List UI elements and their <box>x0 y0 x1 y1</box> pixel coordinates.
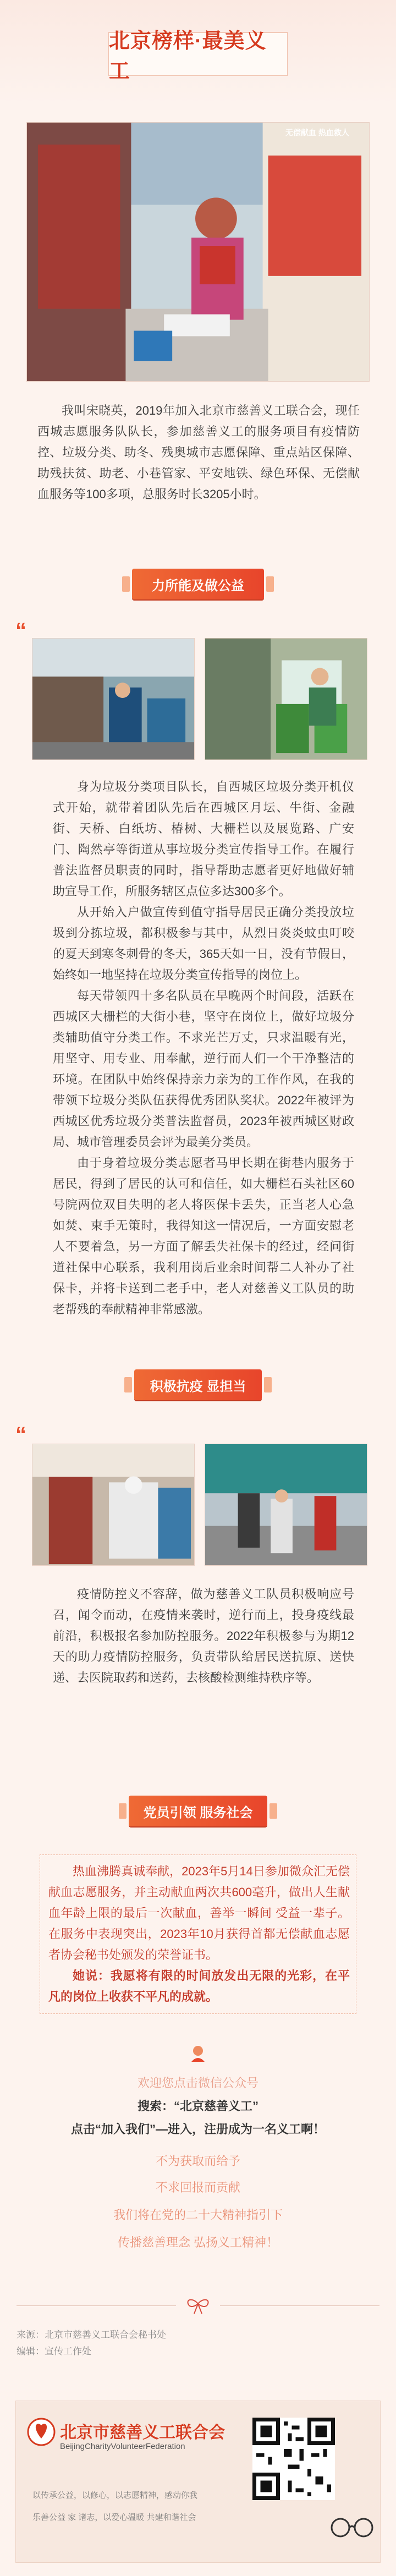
intro-text: 我叫宋晓英，2019年加入北京市慈善义工联合会，现任西城志愿服务队队长，参加慈善义工的服务项目有疫情防控、垃圾分类、助冬、残奥城市志愿保障、重点站区保障、助残扶贫、助老、小巷管家、平安地铁、绿色环保、无偿献血服务等100多项，总服务时长3205小时。 <box>37 404 360 501</box>
org-logo-icon <box>27 2418 56 2446</box>
section-banner-2: 积极抗疫 显担当 <box>134 1369 262 1400</box>
section1-text <box>53 777 354 1320</box>
cta-line-3: 点击“加入我们”—进入，注册成为一名义工啊！ <box>70 2122 325 2136</box>
cta-line-2: 搜索：“北京慈善义工” <box>137 2099 258 2113</box>
org-name-en: BeijingCharityVolunteerFederation <box>60 2442 185 2451</box>
section-banner-1: 力所能及做公益 <box>132 569 264 599</box>
intro-paragraph <box>37 400 360 505</box>
section1-paragraph: 身为垃圾分类项目队长，自西城区垃圾分类开机仪式开始，就带着团队先后在西城区月坛、牛街、金融街、天桥、白纸坊、椿树、大栅栏以及展览路、广安门、陶然亭等街道从事垃圾分类宣传指导工作。在履行普法监督员职责的同时，指导帮助志愿者更好地做好辅助宣导工作，所服务辖区点位多达300多个。 <box>53 780 354 898</box>
cta-line-7: 传播慈善理念 弘扬义工精神！ <box>117 2236 279 2249</box>
glasses-icon <box>324 2508 379 2541</box>
photo-banner-text: 无偿献血 热血救人 <box>285 128 349 137</box>
logo-card <box>15 2401 381 2563</box>
footer-editor: 编辑：宣传工作处 <box>16 2346 91 2357</box>
cta-line-5: 不求回报而贡献 <box>155 2181 240 2194</box>
ribbon-icon <box>184 2296 212 2315</box>
cta-line-4: 不为获取而给予 <box>155 2154 240 2168</box>
section2-photo-right <box>205 1444 367 1566</box>
cta-line-1: 欢迎您点击微信公众号 <box>137 2076 258 2090</box>
quote-mark-icon: “ <box>15 1423 26 1447</box>
section2-text <box>53 1584 354 1688</box>
quote-mark-icon: “ <box>15 619 26 643</box>
divider-left <box>16 2305 176 2306</box>
page-title: 北京榜样·最美义工 <box>108 32 288 76</box>
footer-source: 来源：北京市慈善义工联合会秘书处 <box>16 2330 166 2340</box>
qr-code-icon <box>252 2418 335 2500</box>
section1-paragraph: 由于身着垃圾分类志愿者马甲长期在街巷内服务于居民，得到了居民的认可和信任，如大栅栏石头社区60号院两位双目失明的老人将医保卡丢失，正当老人心急如焚、束手无策时，我得知这一情况后，一方面安慰老人不要着急，另一方面了解丢失社保卡的经过，经问街道社保中心联系，我利用岗后业余时间帮二人补办了社保卡，并将卡送到二老手中，老人对慈善义工队员的助老帮残的奉献精神非常感激。 <box>53 1156 354 1316</box>
heart-icon <box>187 2043 209 2065</box>
divider-right <box>220 2305 380 2306</box>
cta-line-6: 我们将在党的二十大精神指引下 <box>113 2208 283 2222</box>
section3-text <box>48 1861 350 2007</box>
section1-paragraph: 从开始入户做宣传到值守指导居民正确分类投放垃圾到分拣垃圾，都积极参与其中，从烈日炎炎蚊虫叮咬的夏天到寒冬刺骨的冬天，365天如一日，没有节假日，始终如一地坚持在垃圾分类宣传指导的岗位上。 <box>53 905 354 982</box>
section2-photo-left <box>32 1444 195 1566</box>
section3-paragraph: 热血沸腾真诚奉献，2023年5月14日参加微众汇无偿献血志愿服务，并主动献血两次共600毫升，做出人生献血年龄上限的最后一次献血，善举一瞬间 受益一辈子。在服务中表现突出，2023年10月获得首都无偿献血志愿者协会秘书处颁发的荣誉证书。 <box>48 1864 350 1962</box>
slogan-1: 以传承公益，以修心，以志愿精神，感动你我 <box>32 2491 198 2500</box>
section3-motto: 她说：我愿将有限的时间放发出无限的光彩，在平凡的岗位上收获不平凡的成就。 <box>48 1969 350 2003</box>
section1-paragraph: 每天带领四十多名队员在早晚两个时间段，活跃在西城区大栅栏的大街小巷，坚守在岗位上，做好垃圾分类辅助值守分类工作。不求光芒万丈，只求温暖有光，用坚守、用专业、用奉献，逆行而人们一个干净整洁的环境。在团队中始终保持亲力亲为的工作作风，在我的带领下垃圾分类队伍获得优秀团队奖状。2022年被评为西城区优秀垃圾分类普法监督员，2023年被西城区财政局、城市管理委员会评为最美分类员。 <box>53 989 354 1149</box>
section1-photo-right <box>205 638 367 760</box>
section2-paragraph: 疫情防控义不容辞，做为慈善义工队员积极响应号召，闻令而动，在疫情来袭时，逆行而上，投身疫线最前沿，积极报名参加防控服务。2022年积极参与为期12天的助力疫情防控服务，负责带队给居民送抗原、送快递、去医院取药和送药，去核酸检测维持秩序等。 <box>53 1587 354 1685</box>
section-banner-3: 党员引领 服务社会 <box>129 1796 267 1826</box>
intro-photo <box>26 122 370 382</box>
slogan-2: 乐善公益 家 诸志，以爱心温暖 共建和谐社会 <box>32 2513 196 2522</box>
org-name: 北京市慈善义工联合会 <box>60 2424 225 2442</box>
section1-photo-left <box>32 638 195 760</box>
